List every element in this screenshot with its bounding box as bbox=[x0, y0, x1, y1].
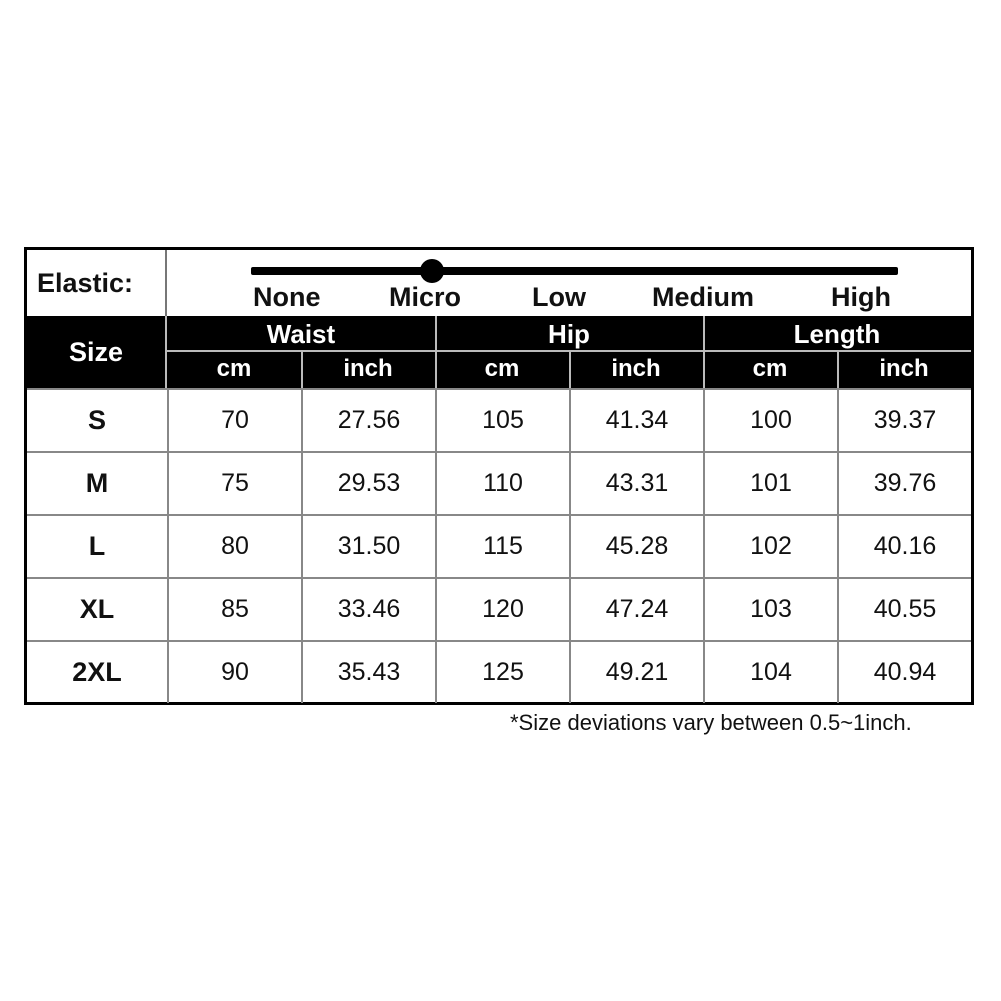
waist-cm-cell: 80 bbox=[169, 516, 303, 577]
size-cell: 2XL bbox=[27, 642, 169, 703]
length-cm-cell: 103 bbox=[705, 579, 839, 640]
length-cm-cell: 101 bbox=[705, 453, 839, 514]
length-cm-cell: 104 bbox=[705, 642, 839, 703]
table-row bbox=[27, 388, 971, 451]
waist-inch-cell: 27.56 bbox=[303, 390, 437, 451]
header-hip-cm: cm bbox=[484, 355, 520, 382]
length-inch-cell: 40.94 bbox=[873, 658, 937, 686]
size-cell: S bbox=[27, 390, 169, 451]
header-hip-inch: inch bbox=[611, 355, 661, 382]
elastic-option-none: None bbox=[253, 282, 321, 312]
waist-cm-cell: 90 bbox=[169, 642, 303, 703]
size-deviation-note: *Size deviations vary between 0.5~1inch. bbox=[510, 710, 912, 735]
elastic-scale-track bbox=[251, 267, 898, 275]
waist-inch-cell: 33.46 bbox=[303, 579, 437, 640]
hip-cm-cell: 115 bbox=[437, 516, 571, 577]
header-waist: Waist bbox=[167, 316, 435, 352]
table-row bbox=[27, 451, 971, 514]
length-inch-cell: 39.37 bbox=[873, 406, 937, 434]
elastic-option-medium: Medium bbox=[652, 282, 755, 312]
length-cm-cell: 102 bbox=[705, 516, 839, 577]
elastic-option-high: High bbox=[831, 282, 891, 312]
hip-cm-cell: 120 bbox=[437, 579, 571, 640]
header-waist-inch: inch bbox=[343, 355, 393, 382]
table-row bbox=[27, 514, 971, 577]
waist-cm-cell: 85 bbox=[169, 579, 303, 640]
header-length: Length bbox=[703, 316, 971, 352]
header-waist-cm: cm bbox=[216, 355, 252, 382]
header-size: Size bbox=[27, 316, 167, 388]
hip-inch-cell: 43.31 bbox=[571, 453, 705, 514]
length-inch-cell: 40.55 bbox=[873, 595, 937, 623]
hip-inch-cell: 41.34 bbox=[571, 390, 705, 451]
hip-cm-cell: 105 bbox=[437, 390, 571, 451]
table-row bbox=[27, 640, 971, 703]
header-length-inch: inch bbox=[879, 355, 929, 382]
elastic-label: Elastic: bbox=[27, 250, 167, 316]
waist-inch-cell: 29.53 bbox=[303, 453, 437, 514]
size-cell: M bbox=[27, 453, 169, 514]
table-row bbox=[27, 577, 971, 640]
length-inch-cell: 39.76 bbox=[873, 469, 937, 497]
waist-inch-cell: 31.50 bbox=[303, 516, 437, 577]
header-hip: Hip bbox=[435, 316, 703, 352]
size-chart bbox=[24, 247, 974, 705]
elastic-option-low: Low bbox=[532, 282, 586, 312]
hip-cm-cell: 110 bbox=[437, 453, 571, 514]
header-length-cm: cm bbox=[752, 355, 788, 382]
hip-cm-cell: 125 bbox=[437, 642, 571, 703]
hip-inch-cell: 47.24 bbox=[571, 579, 705, 640]
table-header bbox=[27, 316, 971, 388]
elastic-indicator-dot bbox=[420, 259, 444, 283]
length-cm-cell: 100 bbox=[705, 390, 839, 451]
hip-inch-cell: 49.21 bbox=[571, 642, 705, 703]
waist-inch-cell: 35.43 bbox=[303, 642, 437, 703]
size-cell: L bbox=[27, 516, 169, 577]
elastic-option-micro: Micro bbox=[389, 282, 462, 312]
waist-cm-cell: 75 bbox=[169, 453, 303, 514]
length-inch-cell: 40.16 bbox=[873, 532, 937, 560]
hip-inch-cell: 45.28 bbox=[571, 516, 705, 577]
waist-cm-cell: 70 bbox=[169, 390, 303, 451]
size-cell: XL bbox=[27, 579, 169, 640]
elastic-row bbox=[27, 250, 971, 318]
